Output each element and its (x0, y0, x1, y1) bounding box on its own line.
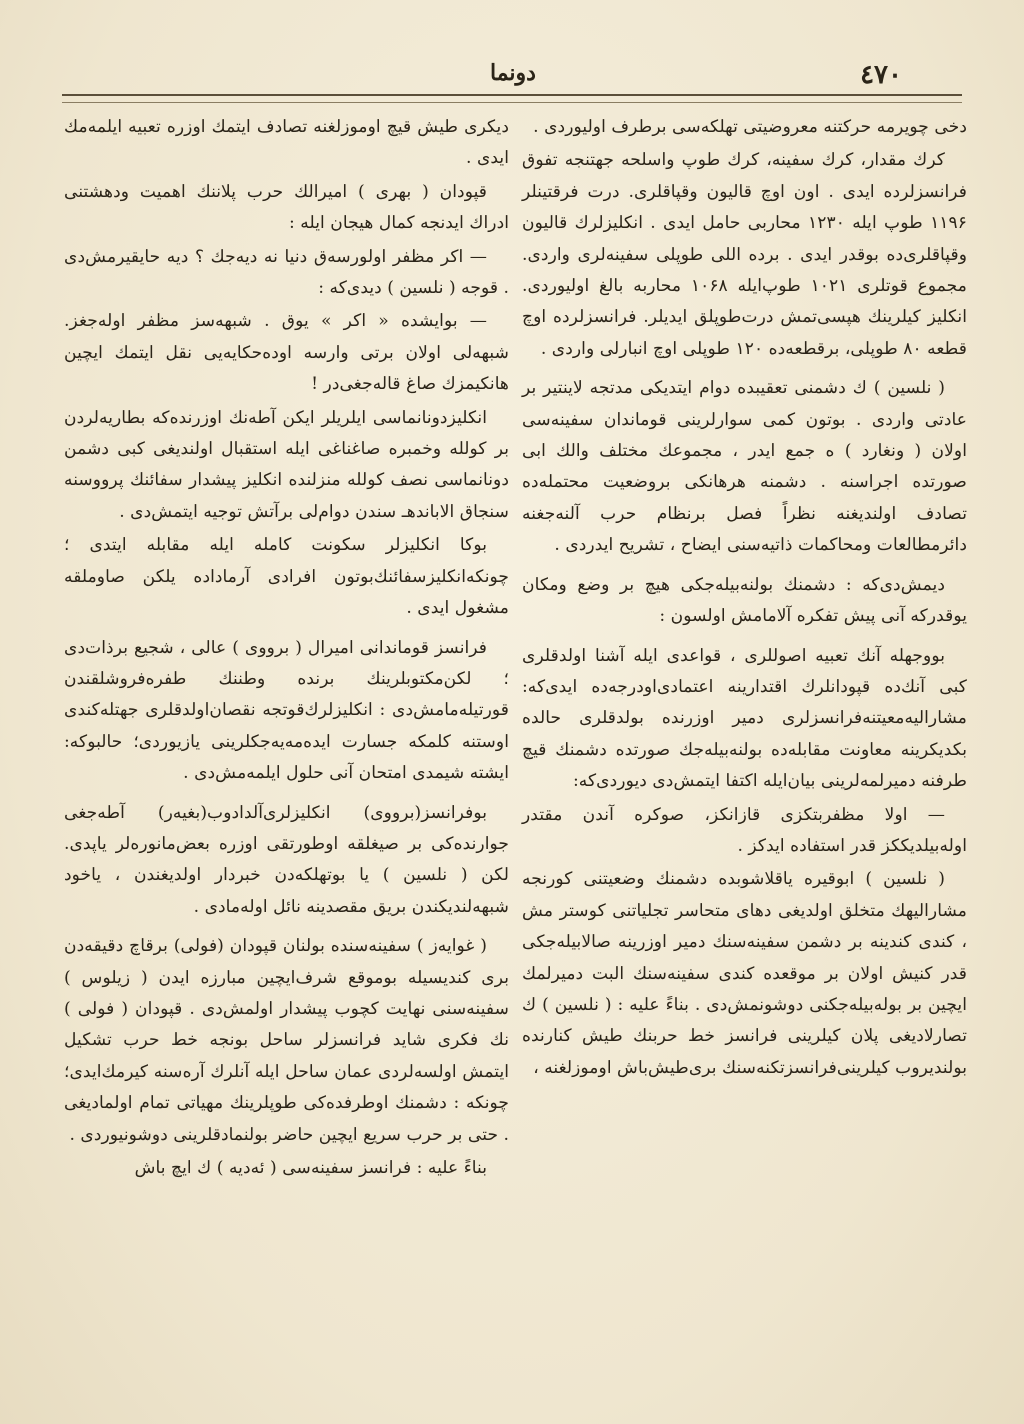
paragraph: انکلیزدونانماسی ایلریلر ایکن آطه‌نك اوزرنده‌که بطاریه‌لردن بر کولله وخمبره صاغناغی ایله استقبال اولندیغی کبی دشمن دونانماسی نصف کولله منزلنده انکلیز پیشدار سفائنك پرووسنه سنجاق الاباندهـ سندن دوام‌لی برآتش توجیه ایتمش‌دی . (64, 407, 509, 522)
page-header (60, 56, 966, 96)
paragraph: — بوایشده « اکر » یوق . شبهه‌سز مظفر اوله‌جغز. شبهه‌لی اولان برتی وارسه اوده‌حکایه‌یی نقل ایتمك ایچین هانکیمزك صاغ قاله‌جغی‌در ! (64, 311, 509, 395)
paragraph: کرك مقدار، کرك سفینه، کرك طوپ واسلحه جهتنجه تفوق فرانسزلرده ایدی . اون اوچ قالیون وقپاقلری. درت فرقتینلر ۱۱۹۶ طوپ ایله ۱۲۳۰ محاربی حامل ایدی . انکلیزلرك قالیون وقپاقلری‌ده بوقدر ایدی . برده اللی طوپلی سفینه‌لری واردی. مجموع قوتلری ۱۰۲۱ طوپ‌ایله ۱۰۶۸ محاربه بالغ اولیوردی. انکلیز کیلرینك هپسی‌تمش درت‌طوپلق ایدیلر. فرانسزلرده اوچ قطعه ۸۰ طوپلی، برقطعه‌ده ۱۲۰ طوپلی اوچ انبارلی واردی . (522, 150, 967, 359)
paragraph: قپودان ( بهری ) امیرالك حرب پلاننك اهمیت ودهشتنی ادراك ایدنجه کمال هیجان ایله : (64, 181, 509, 234)
running-title: دونما (490, 60, 536, 86)
header-rule (62, 94, 962, 103)
paragraph: ( غوایه‌ز ) سفینه‌سنده بولنان قپودان (فولی) برقاچ دقیقه‌دن بری کندیسیله بوموقع شرف‌ایچین مبارزه ایدن ( زیلوس ) سفینه‌سنی نهایت کچوب پیشدار اولمش‌دی . قپودان ( فولی ) نك فکری شاید فرانسزلر ساحل بونجه خط حرب تشکیل ایتمش اولسه‌لردی عمان ساحل ایله آنلرك آره‌سنه کیرمك‌ایدی؛ چونکه : دشمنك اوطرفده‌کی طوپلرینك مهیاتی تمام اولمادیغی . حتی بر حرب سریع ایچین حاضر بولنمادقلرینی دوشونیوردی . (64, 936, 509, 1145)
paragraph: دیمش‌دی‌که : دشمنك بولنه‌بیله‌جکی هیچ بر وضع ومکان یوقدرکه آنی پیش تفکره آلامامش اولسون : (522, 574, 967, 627)
left-column (64, 112, 509, 1186)
paragraph: دخی چویرمه حرکتنه معروضیتی تهلکه‌سی برطرف اولیوردی . (533, 117, 967, 137)
paragraph: فرانسز قوماندانی امیرال ( برووی ) عالی ، شجیع برذات‌دی ؛ لکن‌مکتوبلرینك برنده وطننك طفره‌فروشلقندن قورتیله‌مامش‌دی : انکلیزلرك‌قوتجه نقصان‌اولدقلری جهتله‌کندی اوستنه کلمکه جسارت ایده‌مه‌یه‌جکلرینی یازیوردی؛ حالبوکه: ایشته شیمدی امتحان آنی حلول ایلمه‌مش‌دی . (64, 637, 509, 784)
paragraph: دیکری طیش قیچ اوموزلغنه تصادف ایتمك اوزره تعبیه ایلمه‌مك ایدی . (64, 117, 509, 169)
right-column (522, 112, 967, 1086)
paragraph: ( نلسین ) ك دشمنی تعقیبده دوام ایتدیکی مدتجه لاینتیر بر عادتی واردی . بوتون کمی سوارلرینی قوماندان سفینه‌سی اولان ( ونغارد ) ه جمع ایدر ، مجموعك مختلف والك ابی صورتده اجراسنه . دشمنه هرهانکی بروضعیت محتمله‌ده تصادف اولندیغنه نظراً فصل برنظام حرب آلنه‌جغنه دائرمطالعات ومحاکمات ذاتیه‌سنی ایضاح ، تشریح ایدردی . (522, 378, 967, 556)
page-number: ٤٧٠ (860, 60, 902, 90)
paragraph: — اولا مظفربتکزی قازانکز، صوکره آندن مقتدر اوله‌بیلدیککز قدر استفاده ایدکز . (522, 804, 967, 856)
paragraph: — اکر مظفر اولورسه‌ق دنیا نه دیه‌جك ؟ دیه حایقیرمش‌دی . قوجه ( نلسین ) دیدی‌که : (64, 246, 509, 299)
paragraph: بناءً علیه : فرانسز سفینه‌سی ( ئه‌دیه ) ك ایچ باش (134, 1158, 487, 1178)
paragraph: بووجهله آنك تعبیه اصوللری ، قواعدی ایله آشنا اولدقلری کبی آنك‌ده قپودانلرك اقتدارینه اعتمادی‌اودرجه‌ده ایدی‌که: مشارالیه‌معیتنه‌فرانسزلری دمیر اوزرنده بولدقلری حالده بکدیکرینه معاونت مقابله‌ده بولنه‌بیله‌جك صورتده دشمنك قیچ طرفنه دمیرلمه‌لرینی بیان‌ایله اکتفا ایتمش‌دی دیوردی‌که: (522, 645, 967, 792)
paragraph: ( نلسین ) ابوقیره یاقلاشوبده دشمنك وضعیتنی کورنجه مشارالیهك متخلق اولدیغی دهای متحاسر تجلیاتنی کوستر مش ، کندی کندینه بر دشمن سفینه‌سنك دمیر اوزرینه صالابیله‌جکی قدر کنیش اولان بر موقعده کندی سفینه‌سنك البت دمیرلمك ایچین بر بوله‌بیله‌جکنی دوشونمش‌دی . بناءً علیه : ( نلسین ) ك تصارلادیغی پلان کیلرینی فرانسز خط حربنك طیش کنارنده بولندیروب کیلرینی‌فرانسزتکنه‌سنك بری‌طیش‌باش اوموزلغنه ، (522, 869, 967, 1078)
paragraph: بوکا انکلیزلر سکونت کامله ایله مقابله ایتدی ؛ چونکه‌انکلیزسفائنك‌بوتون افرادی آرمادادە یلکن صاوملقه مشغول ایدی . (64, 535, 509, 619)
paragraph: بوفرانسز(برووی) انکلیزلری‌آلدادوب(بغیه‌ر) آطه‌جغی جوارنده‌کی بر صیغلقه اوطورتقی اوزره بعض‌مانوره‌لر یاپدی. لکن ( نلسین ) یا بوتهلکه‌دن خبردار اولدیغندن ، یاخود شبهه‌لندیکندن بریق مقصدینه نائل اوله‌مادی . (64, 802, 509, 917)
